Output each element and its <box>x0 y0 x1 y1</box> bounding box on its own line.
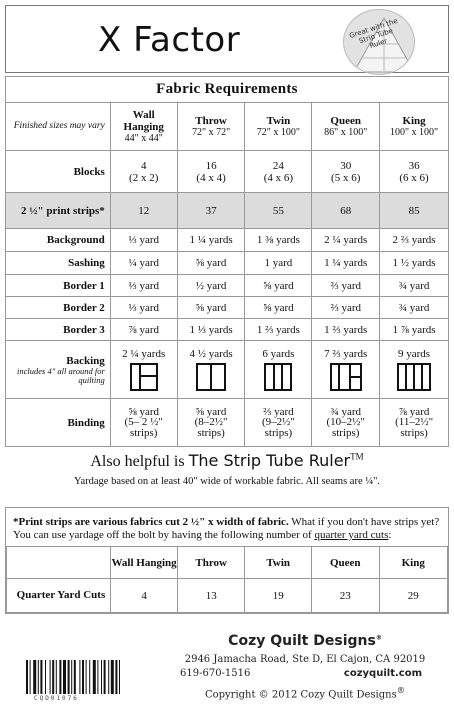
cell-value: strips) <box>264 426 293 439</box>
col-dim: 72" x 100" <box>256 126 300 138</box>
barcode-bar <box>111 660 114 694</box>
cell-value: strips) <box>129 426 158 439</box>
barcode-bar <box>115 660 117 694</box>
cell-value: strips) <box>331 426 360 439</box>
contact-row <box>170 668 440 682</box>
cell-value: (10–2½" <box>326 416 365 429</box>
barcode-bar <box>79 660 80 694</box>
sashing-row <box>6 252 449 275</box>
cell-value: ¾ yard <box>330 405 361 418</box>
row-label: 2 ½" print strips* <box>6 193 111 229</box>
cell-value: 9 yards <box>398 348 431 360</box>
col-dim: 72" x 72" <box>191 126 231 138</box>
cell-value: (5 x 6) <box>331 171 361 184</box>
print-strips-row <box>6 193 449 229</box>
quarter-yard-box <box>5 507 449 614</box>
row-label: Border 3 <box>6 319 111 341</box>
strip-tube-ruler-badge <box>343 9 415 75</box>
banner-row <box>6 77 449 103</box>
note-text: What if you don't have strips yet? You can use yardage off the bolt by having the following number of <box>13 516 440 541</box>
col-queen: Queen <box>311 547 379 579</box>
company-name <box>170 633 440 649</box>
barcode-bar <box>40 660 42 694</box>
cell-value: 7 ⅔ yards <box>324 348 368 360</box>
note-underlined: quarter yard cuts <box>314 529 389 541</box>
badge-text: Great with the Strip Tube Ruler <box>348 16 399 51</box>
table-cell: 19 <box>245 579 311 613</box>
backing-layout-icon <box>330 363 362 391</box>
table-cell: ⅝ yard <box>177 297 245 319</box>
col-wall-hanging: Wall Hanging <box>111 547 178 579</box>
strip-tube-ruler-name: The Strip Tube Ruler <box>188 451 351 470</box>
table-cell: ⅔ yard <box>312 297 380 319</box>
table-cell: 23 <box>311 579 379 613</box>
background-row <box>6 229 449 252</box>
copyright <box>170 685 440 700</box>
publisher-footer <box>170 633 440 700</box>
table-cell: ⅝ yard <box>245 275 312 297</box>
barcode-bar <box>59 660 61 694</box>
table-cell <box>380 399 449 447</box>
company-address: 2946 Jamacha Road, Ste D, El Cajon, CA 92019 <box>184 654 426 665</box>
cell-value: strips) <box>197 426 225 439</box>
barcode-bar <box>52 660 54 694</box>
table-cell: ⅝ yard <box>245 297 312 319</box>
cell-value: (2 x 2) <box>129 171 159 184</box>
cell-value: 36 <box>408 159 420 172</box>
row-label: Blocks <box>6 151 111 193</box>
backing-sublabel: includes 4" all around for quilting <box>17 365 105 385</box>
table-cell: 37 <box>177 193 245 229</box>
cell-value: ⅞ yard <box>398 405 430 418</box>
row-label: Background <box>6 229 111 252</box>
cell-value: (11–2½" <box>395 416 434 429</box>
registered-mark: ® <box>375 634 382 642</box>
table-cell: 4 <box>111 579 178 613</box>
border1-row <box>6 275 449 297</box>
table-cell: 1 ¼ yards <box>177 229 245 252</box>
cell-value: ⅔ yard <box>263 405 294 418</box>
table-cell <box>245 399 312 447</box>
table-cell <box>177 399 245 447</box>
table-cell <box>245 151 312 193</box>
company-text: Cozy Quilt Designs <box>228 633 376 649</box>
col-king <box>380 103 449 151</box>
col-dim: 86" x 100" <box>324 126 368 138</box>
barcode-bar <box>97 660 98 694</box>
table-cell: 1 ¼ yards <box>312 252 380 275</box>
backing-label-cell <box>6 341 111 399</box>
phone-number: 619-670-1516 <box>180 668 251 679</box>
barcode-bar <box>101 660 102 694</box>
barcode-bar <box>104 660 106 694</box>
backing-layout-icon <box>196 363 226 391</box>
table-cell <box>312 151 380 193</box>
cell-value: 2 ¼ yards <box>122 348 166 360</box>
cell-value: ⅝ yard <box>195 405 227 418</box>
registered-mark: ® <box>396 685 406 695</box>
cell-value: (9–2½" <box>261 416 295 429</box>
cell-value: strips) <box>400 426 428 439</box>
table-cell: 85 <box>380 193 449 229</box>
table-cell: 55 <box>245 193 312 229</box>
table-cell: ¾ yard <box>380 275 449 297</box>
table-cell: 1 ⅔ yards <box>312 319 380 341</box>
col-twin: Twin <box>245 547 311 579</box>
table-cell: 12 <box>110 193 177 229</box>
col-twin <box>245 103 312 151</box>
barcode-bar <box>108 660 109 694</box>
table-cell: ⅓ yard <box>110 297 177 319</box>
table-cell: ⅔ yard <box>312 275 380 297</box>
table-cell: ⅞ yard <box>110 319 177 341</box>
table-cell: ¼ yard <box>110 252 177 275</box>
barcode-bar <box>30 660 31 694</box>
cell-value: 4 ½ yards <box>189 348 233 360</box>
trademark: TM <box>350 451 364 462</box>
cell-value: (5– 2 ½" <box>124 416 163 429</box>
title-box <box>5 5 449 73</box>
table-cell: 1 ⅜ yards <box>245 229 312 252</box>
col-queen <box>312 103 380 151</box>
cell-value: 30 <box>340 159 352 172</box>
table-cell <box>380 151 449 193</box>
barcode-bar <box>74 660 76 694</box>
table-cell: 2 ⅔ yards <box>380 229 449 252</box>
row-label: Border 1 <box>6 275 111 297</box>
fabric-requirements-heading: Fabric Requirements <box>6 77 449 103</box>
backing-layout-icon <box>397 363 431 391</box>
cell-value: ⅝ yard <box>128 405 159 418</box>
table-cell: 1 ⅔ yards <box>245 319 312 341</box>
empty-cell <box>7 547 111 579</box>
table-cell <box>177 151 245 193</box>
table-cell <box>312 399 380 447</box>
table-cell: 1 ⅞ yards <box>380 319 449 341</box>
table-cell: ⅓ yard <box>110 275 177 297</box>
col-dim: 44" x 44" <box>124 132 163 144</box>
table-cell <box>380 341 449 399</box>
col-name: Wall Hanging <box>123 108 164 133</box>
table-cell: ⅝ yard <box>177 252 245 275</box>
barcode-bar <box>82 660 84 694</box>
col-throw: Throw <box>177 547 245 579</box>
row-label: Sashing <box>6 252 111 275</box>
barcode-bar <box>89 660 90 694</box>
barcode-bar <box>68 660 70 694</box>
blocks-row <box>6 151 449 193</box>
table-cell: ½ yard <box>177 275 245 297</box>
cell-value: 24 <box>272 159 284 172</box>
border3-row <box>6 319 449 341</box>
yardage-note: Yardage based on at least 40" wide of workable fabric. All seams are ¼". <box>73 476 381 487</box>
cell-value: (6 x 6) <box>399 171 429 184</box>
quarter-header-row <box>7 547 448 579</box>
binding-row <box>6 399 449 447</box>
copyright-text: Copyright © 2012 Cozy Quilt Designs <box>204 689 397 701</box>
table-cell: ¾ yard <box>380 297 449 319</box>
size-header-row <box>6 103 449 151</box>
barcode-bar <box>71 660 72 694</box>
col-name: Twin <box>266 114 291 127</box>
backing-row <box>6 341 449 399</box>
cell-value: 6 yards <box>262 348 295 360</box>
row-label: Binding <box>6 399 111 447</box>
barcode <box>26 660 146 694</box>
barcode-bar <box>86 660 87 694</box>
note-bold: *Print strips are various fabrics cut 2 ½" x width of fabric. <box>13 516 289 528</box>
table-cell: 1 yard <box>245 252 312 275</box>
table-cell: 13 <box>177 579 245 613</box>
fabric-requirements-table <box>5 76 449 447</box>
barcode-bar <box>50 660 51 694</box>
row-label: Quarter Yard Cuts <box>7 579 111 613</box>
table-cell <box>312 341 380 399</box>
table-cell: ⅓ yard <box>110 229 177 252</box>
barcode-bar <box>26 660 28 694</box>
also-helpful-line <box>5 451 449 471</box>
table-cell: 68 <box>312 193 380 229</box>
print-strips-note <box>6 508 448 546</box>
website-link[interactable]: cozyquilt.com <box>343 668 422 679</box>
table-cell: 1 ⅓ yards <box>177 319 245 341</box>
cell-value: (8–2½" <box>194 416 228 429</box>
quarter-yard-table <box>6 546 448 613</box>
row-label: Backing <box>66 354 105 367</box>
barcode-bar <box>38 660 39 694</box>
col-name: Queen <box>330 114 361 127</box>
col-dim: 100" x 100" <box>389 126 439 138</box>
table-cell: 29 <box>379 579 448 613</box>
col-wall-hanging <box>110 103 177 151</box>
cell-value: 16 <box>205 159 217 172</box>
row-label: Border 2 <box>6 297 111 319</box>
table-cell <box>110 341 177 399</box>
col-name: Throw <box>195 114 227 127</box>
barcode-bar <box>63 660 66 694</box>
table-cell <box>245 341 312 399</box>
finished-sizes-label: Finished sizes may vary <box>6 103 111 151</box>
helpful-prefix: Also helpful is <box>90 453 189 470</box>
barcode-bar <box>93 660 96 694</box>
col-king: King <box>379 547 448 579</box>
table-cell <box>110 151 177 193</box>
table-cell: 1 ½ yards <box>380 252 449 275</box>
table-cell: 2 ¼ yards <box>312 229 380 252</box>
table-cell <box>110 399 177 447</box>
border2-row <box>6 297 449 319</box>
col-name: King <box>402 114 426 127</box>
backing-layout-icon <box>264 363 292 391</box>
barcode-bar <box>56 660 57 694</box>
table-cell <box>177 341 245 399</box>
barcode-number: CQD01076 <box>34 695 79 702</box>
cell-value: 4 <box>140 159 147 172</box>
cell-value: (4 x 4) <box>196 171 226 184</box>
barcode-bar <box>119 660 120 694</box>
note-end: : <box>388 529 392 541</box>
quarter-values-row <box>7 579 448 613</box>
cell-value: (4 x 6) <box>263 171 294 184</box>
pattern-title: X Factor <box>98 20 241 60</box>
col-throw <box>177 103 245 151</box>
barcode-bar <box>33 660 36 694</box>
barcode-bar <box>45 660 46 694</box>
backing-layout-icon <box>130 363 158 391</box>
